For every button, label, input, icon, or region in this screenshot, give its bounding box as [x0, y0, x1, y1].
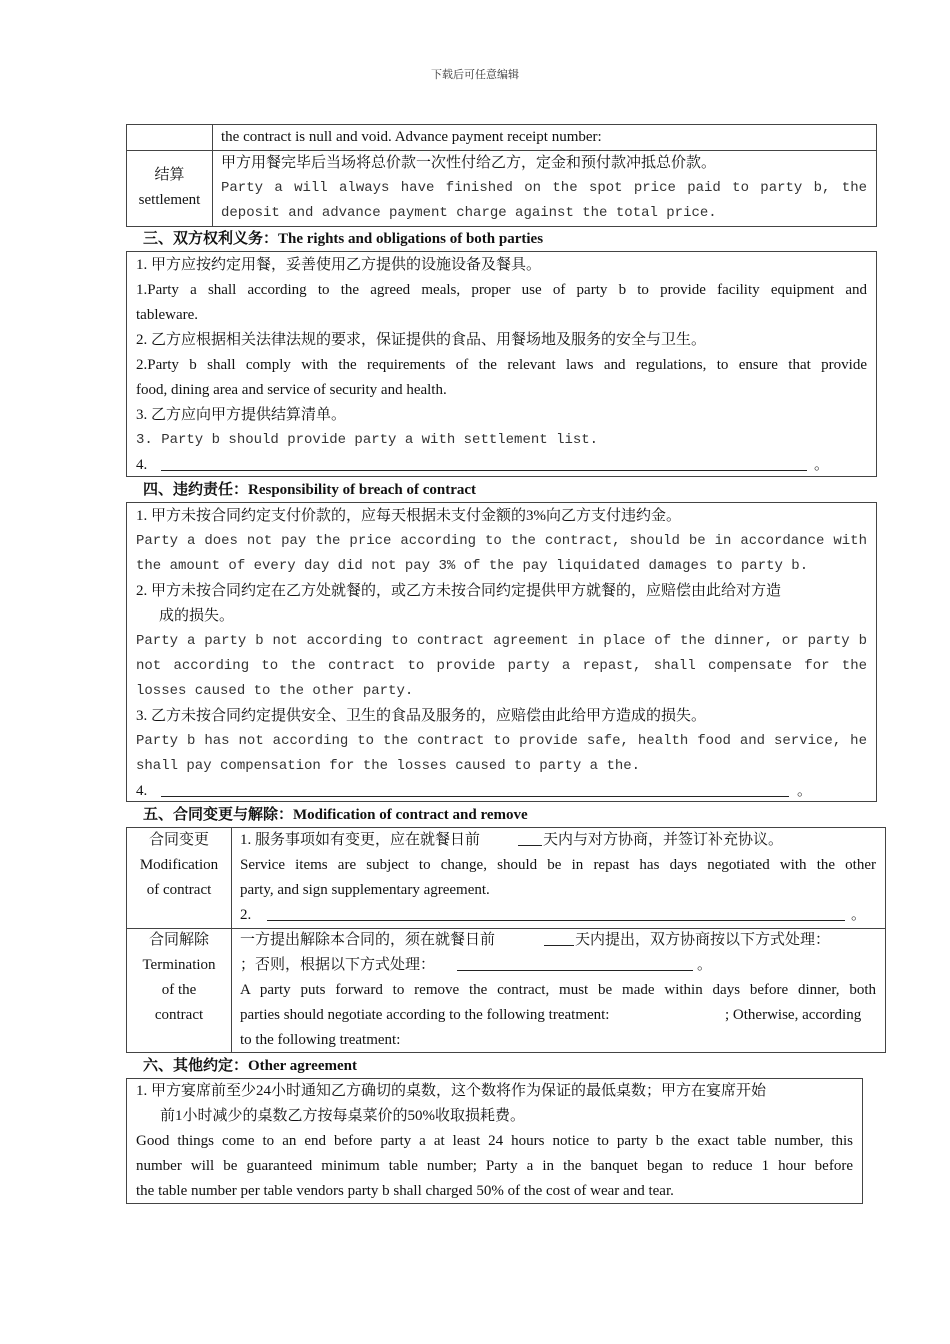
- term-label-en3: contract: [154, 1007, 204, 1023]
- s3-line: 2.Party b shall comply with the requirements of the relevant laws and regulations, to ensure that provide: [136, 357, 867, 373]
- s4-line: 成的损失。: [159, 608, 235, 624]
- mod-line-cn-a: 1. 服务事项如有变更，应在就餐日前: [240, 832, 481, 848]
- s3-item4-number: 4.: [136, 457, 148, 473]
- section5-table: [126, 827, 886, 1053]
- s3-line: 3. 乙方应向甲方提供结算清单。: [136, 407, 347, 423]
- s3-line: tableware.: [136, 307, 199, 323]
- s6-line: the table number per table vendors party b shall charged 50% of the cost of wear and tear.: [136, 1183, 674, 1199]
- s4-item4-end: 。: [797, 783, 813, 799]
- section3-heading: 三、双方权利义务：The rights and obligations of both parties: [143, 231, 544, 247]
- mod-label-cn: 合同变更: [148, 832, 209, 848]
- s4-line: Party b has not according to the contract to provide safe, health food and service, he: [136, 733, 867, 749]
- settlement-table: [126, 124, 877, 227]
- section6-box: [126, 1078, 863, 1204]
- settlement-cn-text: 甲方用餐完毕后当场将总价款一次性付给乙方，定金和预付款冲抵总价款。: [221, 155, 717, 171]
- s4-item4-number: 4.: [136, 783, 148, 799]
- s4-line: Party a does not pay the price according to the contract, should be in accordance with: [136, 533, 867, 549]
- contract-void-text: the contract is null and void. Advance payment receipt number:: [221, 129, 602, 145]
- s3-item4-end: 。: [814, 457, 830, 473]
- s4-line: the amount of every day did not pay 3% of the pay liquidated damages to party b.: [136, 558, 809, 574]
- s4-line: Party a party b not according to contract agreement in place of the dinner, or party b: [136, 633, 867, 649]
- mod-line-en1: Service items are subject to change, should be in repast has days negotiated with the other: [240, 857, 876, 873]
- settlement-en-line2: deposit and advance payment charge against the total price.: [221, 205, 717, 221]
- section4-box: [126, 502, 877, 802]
- term-line-cn-a: 一方提出解除本合同的，须在就餐日前: [240, 932, 496, 948]
- term-days-blank: [544, 931, 574, 946]
- term-line-cn-c: ；否则，根据以下方式处理：: [240, 957, 436, 973]
- mod-item2-number: 2.: [240, 907, 252, 923]
- mod-line-cn-b: 天内与对方协商，并签订补充协议。: [543, 832, 784, 848]
- mod-line-en2: party, and sign supplementary agreement.: [240, 882, 490, 898]
- term-line-en2a: parties should negotiate according to the following treatment:: [240, 1007, 610, 1023]
- s3-item4-blank: [161, 456, 807, 471]
- page-header-note: 下载后可任意编辑: [431, 69, 519, 81]
- s4-item4-blank: [161, 782, 789, 797]
- settlement-en-line1: Party a will always have finished on the spot price paid to party b, the: [221, 180, 867, 196]
- s4-line: 3. 乙方未按合同约定提供安全、卫生的食品及服务的，应赔偿由此给甲方造成的损失。: [136, 708, 707, 724]
- term-line-cn-b: 天内提出，双方协商按以下方式处理：: [575, 932, 831, 948]
- mod-days-blank: [518, 831, 542, 846]
- section3-box: [126, 251, 877, 477]
- section5-heading: 五、合同变更与解除：Modification of contract and remove: [143, 807, 528, 823]
- s6-line: 1. 甲方宴席前至少24小时通知乙方确切的桌数，这个数将作为保证的最低桌数；甲方在宴席开始: [136, 1083, 767, 1099]
- s4-line: not according to the contract to provide party a repast, shall compensate for the: [136, 658, 867, 674]
- s6-line: Good things come to an end before party a at least 24 hours notice to party b the exact table number, this: [136, 1133, 853, 1149]
- s3-line: 1. 甲方应按约定用餐，妥善使用乙方提供的设施设备及餐具。: [136, 257, 542, 273]
- term-line-en2b: ; Otherwise, according: [725, 1007, 862, 1023]
- term-label-en2: of the: [161, 982, 197, 998]
- s4-line: 1. 甲方未按合同约定支付价款的，应每天根据未支付金额的3%向乙方支付违约金。: [136, 508, 681, 524]
- s4-line: losses caused to the other party.: [136, 683, 414, 699]
- s3-line: 2. 乙方应根据相关法律法规的要求，保证提供的食品、用餐场地及服务的安全与卫生。: [136, 332, 707, 348]
- s6-line: 前1小时减少的桌数乙方按每桌菜价的50%收取损耗费。: [160, 1108, 525, 1124]
- term-method-blank: [457, 956, 693, 971]
- term-line-en3: to the following treatment:: [240, 1032, 401, 1048]
- term-line-cn-end: 。: [697, 957, 713, 973]
- term-label-cn: 合同解除: [148, 932, 209, 948]
- settlement-label-cn: 结算: [154, 167, 185, 183]
- s3-line: 3. Party b should provide party a with settlement list.: [136, 432, 599, 448]
- s6-line: number will be guaranteed minimum table number; Party a in the banquet began to reduce 1 hour before: [136, 1158, 853, 1174]
- mod-label-en2: of contract: [146, 882, 212, 898]
- mod-label-en1: Modification: [139, 857, 219, 873]
- s3-line: food, dining area and service of security and health.: [136, 382, 447, 398]
- s3-line: 1.Party a shall according to the agreed meals, proper use of party b to provide facility equipment and: [136, 282, 867, 298]
- term-label-en1: Termination: [142, 957, 216, 973]
- term-line-en1: A party puts forward to remove the contract, must be made within days before dinner, both: [240, 982, 876, 998]
- mod-item2-end: 。: [851, 907, 867, 923]
- settlement-label-en: settlement: [138, 192, 201, 208]
- section6-heading: 六、其他约定：Other agreement: [143, 1058, 357, 1074]
- mod-item2-blank: [267, 906, 845, 921]
- s4-line: 2. 甲方未按合同约定在乙方处就餐的，或乙方未按合同约定提供甲方就餐的，应赔偿由此给对方造: [136, 583, 782, 599]
- s4-line: shall pay compensation for the losses caused to party a the.: [136, 758, 641, 774]
- section4-heading: 四、违约责任：Responsibility of breach of contract: [143, 482, 477, 498]
